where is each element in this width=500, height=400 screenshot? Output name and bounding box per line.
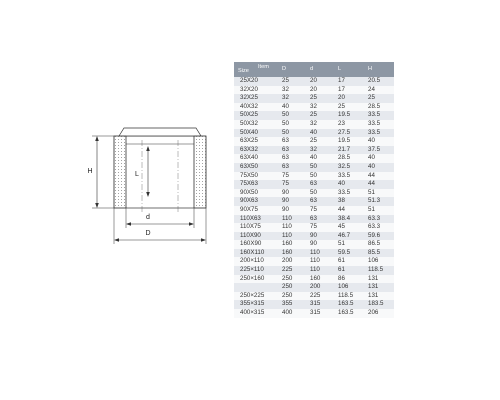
height-cell: 44 [366, 172, 394, 181]
size-cell: 75X63 [234, 180, 280, 189]
table-row [234, 240, 394, 249]
length-cell: 86 [336, 275, 366, 284]
length-cell: 28.5 [336, 154, 366, 163]
length-cell: 19.5 [336, 137, 366, 146]
height-cell: 44 [366, 180, 394, 189]
inner-diameter-cell: 160 [308, 275, 336, 284]
table-row [234, 197, 394, 206]
table-row [234, 180, 394, 189]
size-cell: 160X110 [234, 249, 280, 258]
outer-diameter-cell: 110 [280, 223, 308, 232]
inner-diameter-cell: 63 [308, 180, 336, 189]
inner-diameter-label: d [146, 214, 150, 221]
length-cell: 46.7 [336, 232, 366, 241]
outer-diameter-dimension [114, 208, 206, 244]
inner-diameter-cell: 110 [308, 249, 336, 258]
length-cell: 27.5 [336, 129, 366, 138]
size-cell: 90X75 [234, 206, 280, 215]
inner-diameter-cell: 25 [308, 137, 336, 146]
spec-table-header [234, 62, 394, 77]
table-row [234, 137, 394, 146]
header-outer-diameter: D [280, 62, 308, 77]
table-row [234, 146, 394, 155]
outer-diameter-cell: 50 [280, 111, 308, 120]
size-cell: 110X90 [234, 232, 280, 241]
size-cell: 110X63 [234, 215, 280, 224]
inner-diameter-cell: 110 [308, 257, 336, 266]
spec-table-body [234, 77, 394, 318]
outer-diameter-cell: 160 [280, 249, 308, 258]
length-cell: 61 [336, 266, 366, 275]
height-cell: 40 [366, 137, 394, 146]
outer-diameter-cell: 355 [280, 300, 308, 309]
length-cell: 163.5 [336, 309, 366, 318]
height-cell: 37.5 [366, 146, 394, 155]
size-cell: 50X40 [234, 129, 280, 138]
height-cell: 40 [366, 163, 394, 172]
height-cell: 86.5 [366, 240, 394, 249]
inner-diameter-cell: 32 [308, 120, 336, 129]
outer-diameter-cell: 250 [280, 275, 308, 284]
outer-diameter-cell: 50 [280, 120, 308, 129]
outer-diameter-cell: 40 [280, 103, 308, 112]
outer-diameter-label: D [145, 230, 151, 237]
size-cell: 250×225 [234, 292, 280, 301]
fitting-left-wall [114, 136, 126, 208]
fitting-outer-body [114, 136, 206, 208]
outer-diameter-cell: 32 [280, 94, 308, 103]
outer-diameter-cell: 63 [280, 163, 308, 172]
inner-diameter-cell: 40 [308, 154, 336, 163]
table-row [234, 223, 394, 232]
inner-diameter-cell: 315 [308, 309, 336, 318]
table-row [234, 292, 394, 301]
size-cell: 50X32 [234, 120, 280, 129]
size-cell: 400×315 [234, 309, 280, 318]
height-cell: 20.5 [366, 77, 394, 86]
size-cell: 110X75 [234, 223, 280, 232]
height-cell: 106 [366, 257, 394, 266]
height-cell: 51 [366, 189, 394, 198]
table-row [234, 275, 394, 284]
height-cell: 51.3 [366, 197, 394, 206]
height-cell: 59.6 [366, 232, 394, 241]
height-cell: 63.3 [366, 223, 394, 232]
length-cell: 61 [336, 257, 366, 266]
inner-diameter-cell: 40 [308, 129, 336, 138]
outer-diameter-cell: 63 [280, 146, 308, 155]
table-row [234, 266, 394, 275]
height-cell: 51 [366, 206, 394, 215]
outer-diameter-cell: 90 [280, 197, 308, 206]
length-cell: 33.5 [336, 172, 366, 181]
table-row [234, 215, 394, 224]
inner-diameter-cell: 225 [308, 292, 336, 301]
table-row [234, 154, 394, 163]
length-cell: 38.4 [336, 215, 366, 224]
length-label: L [135, 171, 139, 178]
outer-diameter-cell: 200 [280, 257, 308, 266]
outer-diameter-cell: 75 [280, 172, 308, 181]
size-cell: 63X25 [234, 137, 280, 146]
size-cell [234, 283, 280, 292]
height-cell: 131 [366, 292, 394, 301]
size-cell: 160X90 [234, 240, 280, 249]
table-row [234, 249, 394, 258]
length-cell: 33.5 [336, 189, 366, 198]
length-cell: 25 [336, 103, 366, 112]
length-cell: 17 [336, 77, 366, 86]
height-dimension [87, 136, 114, 208]
spec-table [234, 62, 394, 318]
inner-diameter-cell: 20 [308, 77, 336, 86]
length-cell: 20 [336, 94, 366, 103]
fitting-section [114, 128, 206, 212]
inner-diameter-cell: 50 [308, 189, 336, 198]
inner-diameter-cell: 90 [308, 232, 336, 241]
outer-diameter-cell: 32 [280, 86, 308, 95]
header-height: H [366, 62, 394, 77]
height-cell: 63.3 [366, 215, 394, 224]
length-cell: 51 [336, 240, 366, 249]
size-cell: 40X32 [234, 103, 280, 112]
table-row [234, 111, 394, 120]
inner-diameter-cell: 315 [308, 300, 336, 309]
inner-diameter-cell: 50 [308, 163, 336, 172]
length-cell: 32.5 [336, 163, 366, 172]
inner-diameter-cell: 75 [308, 206, 336, 215]
outer-diameter-cell: 110 [280, 215, 308, 224]
height-cell: 40 [366, 154, 394, 163]
height-cell: 131 [366, 283, 394, 292]
outer-diameter-cell: 250 [280, 283, 308, 292]
size-cell: 250×160 [234, 275, 280, 284]
size-cell: 63X40 [234, 154, 280, 163]
header-inner-diameter: d [308, 62, 336, 77]
inner-diameter-cell: 75 [308, 223, 336, 232]
outer-diameter-cell: 250 [280, 292, 308, 301]
size-cell: 63X32 [234, 146, 280, 155]
table-row [234, 257, 394, 266]
table-row [234, 206, 394, 215]
length-cell: 21.7 [336, 146, 366, 155]
inner-diameter-cell: 20 [308, 86, 336, 95]
inner-diameter-cell: 32 [308, 103, 336, 112]
table-row [234, 94, 394, 103]
size-cell: 63X50 [234, 163, 280, 172]
table-row [234, 232, 394, 241]
length-cell: 118.5 [336, 292, 366, 301]
length-cell: 23 [336, 120, 366, 129]
table-row [234, 300, 394, 309]
length-cell: 19.5 [336, 111, 366, 120]
length-cell: 17 [336, 86, 366, 95]
inner-diameter-dimension [126, 208, 194, 228]
table-row [234, 120, 394, 129]
size-cell: 225×110 [234, 266, 280, 275]
inner-diameter-cell: 25 [308, 111, 336, 120]
size-cell: 200×110 [234, 257, 280, 266]
outer-diameter-cell: 90 [280, 189, 308, 198]
size-cell: 25X20 [234, 77, 280, 86]
length-cell: 44 [336, 206, 366, 215]
height-cell: 206 [366, 309, 394, 318]
length-cell: 40 [336, 180, 366, 189]
table-row [234, 86, 394, 95]
outer-diameter-cell: 110 [280, 232, 308, 241]
size-cell: 75X50 [234, 172, 280, 181]
height-cell: 33.5 [366, 111, 394, 120]
fitting-top-collar [119, 128, 201, 136]
height-cell: 131 [366, 275, 394, 284]
outer-diameter-cell: 160 [280, 240, 308, 249]
fitting-right-wall [194, 136, 206, 208]
header-corner [234, 62, 280, 77]
header-item-label: Item [258, 64, 269, 70]
table-row [234, 283, 394, 292]
size-cell: 90X50 [234, 189, 280, 198]
table-row [234, 77, 394, 86]
outer-diameter-cell: 225 [280, 266, 308, 275]
inner-diameter-cell: 25 [308, 94, 336, 103]
table-row [234, 189, 394, 198]
length-cell: 59.5 [336, 249, 366, 258]
length-cell: 163.5 [336, 300, 366, 309]
height-label: H [87, 168, 93, 175]
size-cell: 50X25 [234, 111, 280, 120]
height-cell: 183.5 [366, 300, 394, 309]
inner-diameter-cell: 32 [308, 146, 336, 155]
height-cell: 28.5 [366, 103, 394, 112]
height-cell: 24 [366, 86, 394, 95]
inner-diameter-cell: 63 [308, 215, 336, 224]
height-cell: 118.5 [366, 266, 394, 275]
size-cell: 32X25 [234, 94, 280, 103]
outer-diameter-cell: 400 [280, 309, 308, 318]
outer-diameter-cell: 25 [280, 77, 308, 86]
header-length: L [336, 62, 366, 77]
height-cell: 25 [366, 94, 394, 103]
size-cell: 355×315 [234, 300, 280, 309]
table-row [234, 103, 394, 112]
outer-diameter-cell: 63 [280, 154, 308, 163]
length-cell: 106 [336, 283, 366, 292]
header-size-label: Size [238, 68, 249, 75]
size-cell: 90X63 [234, 197, 280, 206]
outer-diameter-cell: 75 [280, 180, 308, 189]
size-cell: 32X20 [234, 86, 280, 95]
height-cell: 85.5 [366, 249, 394, 258]
inner-diameter-cell: 110 [308, 266, 336, 275]
height-cell: 33.5 [366, 120, 394, 129]
height-cell: 33.5 [366, 129, 394, 138]
outer-diameter-cell: 90 [280, 206, 308, 215]
outer-diameter-cell: 63 [280, 137, 308, 146]
inner-diameter-cell: 50 [308, 172, 336, 181]
table-row [234, 172, 394, 181]
length-cell: 38 [336, 197, 366, 206]
inner-diameter-cell: 63 [308, 197, 336, 206]
inner-diameter-cell: 200 [308, 283, 336, 292]
table-row [234, 163, 394, 172]
outer-diameter-cell: 50 [280, 129, 308, 138]
inner-diameter-cell: 90 [308, 240, 336, 249]
length-cell: 45 [336, 223, 366, 232]
table-row [234, 129, 394, 138]
table-row [234, 309, 394, 318]
